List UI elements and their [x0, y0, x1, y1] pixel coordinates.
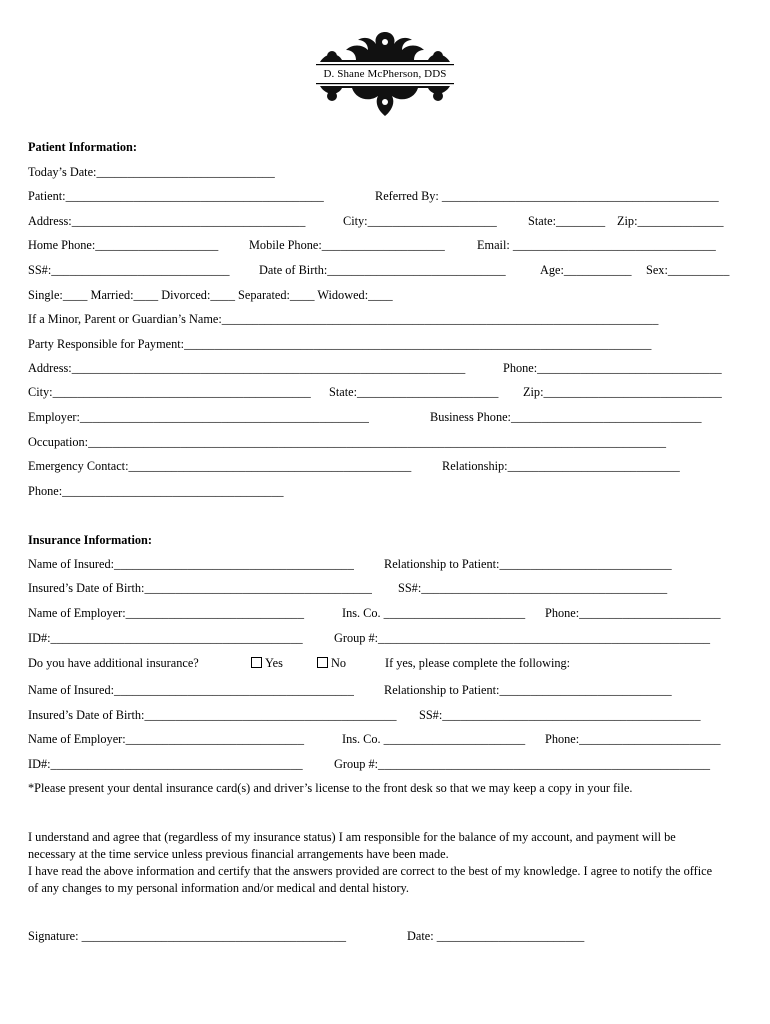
signature-field[interactable]: Signature: ___________________________________________	[28, 929, 347, 943]
referred-by-field[interactable]: Referred By: _____________________________________________	[375, 189, 719, 203]
yes-checkbox[interactable]	[251, 656, 283, 671]
employer-name-field[interactable]: Name of Employer:_____________________________	[28, 606, 304, 620]
insurance-company-field[interactable]: Ins. Co. _______________________	[342, 606, 526, 620]
certification-paragraph: I have read the above information and certify that the answers provided are correct to the best of my knowledge. I agree to notify the office of any changes to my personal information and/or medical and dental history.	[28, 864, 713, 895]
sex-field[interactable]: Sex:__________	[646, 263, 730, 277]
relationship-field[interactable]: Relationship:____________________________	[442, 459, 680, 473]
home-phone-field[interactable]: Home Phone:____________________	[28, 238, 219, 252]
responsible-party-field[interactable]: Party Responsible for Payment:____________________________________________________________________________	[28, 337, 652, 351]
age-field[interactable]: Age:___________	[540, 263, 632, 277]
insurance-phone-field[interactable]: Phone:_______________________	[545, 606, 721, 620]
yes-label: Yes	[265, 656, 283, 670]
insured-dob-field[interactable]: Insured’s Date of Birth:_____________________________________	[28, 581, 372, 595]
state-field[interactable]: State:________	[528, 214, 606, 228]
secondary-insured-name-field[interactable]: Name of Insured:_______________________________________	[28, 683, 354, 697]
ssn-field[interactable]: SS#:_____________________________	[28, 263, 230, 277]
emergency-phone-field[interactable]: Phone:____________________________________	[28, 484, 284, 498]
date-of-birth-field[interactable]: Date of Birth:_____________________________	[259, 263, 506, 277]
secondary-insurance-phone-field[interactable]: Phone:_______________________	[545, 732, 721, 746]
secondary-insured-dob-field[interactable]: Insured’s Date of Birth:_________________________________________	[28, 708, 397, 722]
business-phone-field[interactable]: Business Phone:_______________________________	[430, 410, 702, 424]
todays-date-field[interactable]: Today’s Date:_____________________________	[28, 165, 275, 179]
emergency-contact-field[interactable]: Emergency Contact:______________________________________________	[28, 459, 412, 473]
party-state-field[interactable]: State:_______________________	[329, 385, 499, 399]
if-yes-note: If yes, please complete the following:	[385, 656, 571, 670]
employer-field[interactable]: Employer:_______________________________________________	[28, 410, 369, 424]
group-number-field[interactable]: Group #:______________________________________________________	[334, 631, 711, 645]
address-field[interactable]: Address:______________________________________	[28, 214, 306, 228]
no-checkbox[interactable]	[317, 656, 346, 671]
secondary-group-number-field[interactable]: Group #:______________________________________________________	[334, 757, 711, 771]
insurance-info-heading: Insurance Information:	[28, 533, 152, 547]
mobile-phone-field[interactable]: Mobile Phone:____________________	[249, 238, 445, 252]
checkbox-icon	[251, 657, 262, 668]
insured-name-field[interactable]: Name of Insured:_______________________________________	[28, 557, 354, 571]
financial-responsibility-paragraph: I understand and agree that (regardless of my insurance status) I am responsible for the balance of my account, and payment will be necessary at the time service unless previous financial arrangements have been made.	[28, 830, 676, 861]
insured-ssn-field[interactable]: SS#:________________________________________	[398, 581, 668, 595]
party-zip-field[interactable]: Zip:_____________________________	[523, 385, 722, 399]
marital-status-field[interactable]: Single:____ Married:____ Divorced:____ Separated:____ Widowed:____	[28, 288, 393, 302]
practice-logo	[312, 26, 458, 118]
patient-name-field[interactable]: Patient:__________________________________________	[28, 189, 324, 203]
city-field[interactable]: City:_____________________	[343, 214, 497, 228]
no-label: No	[331, 656, 347, 670]
secondary-insurance-id-field[interactable]: ID#:_________________________________________	[28, 757, 303, 771]
occupation-field[interactable]: Occupation:______________________________________________________________________________________________	[28, 435, 667, 449]
secondary-insurance-company-field[interactable]: Ins. Co. _______________________	[342, 732, 526, 746]
insurance-id-field[interactable]: ID#:_________________________________________	[28, 631, 303, 645]
party-phone-field[interactable]: Phone:______________________________	[503, 361, 722, 375]
secondary-relationship-field[interactable]: Relationship to Patient:____________________________	[384, 683, 672, 697]
checkbox-icon	[317, 657, 328, 668]
practice-name: D. Shane McPherson, DDS	[323, 68, 447, 80]
additional-insurance-question: Do you have additional insurance?	[28, 656, 199, 670]
secondary-employer-field[interactable]: Name of Employer:_____________________________	[28, 732, 304, 746]
relationship-to-patient-field[interactable]: Relationship to Patient:____________________________	[384, 557, 672, 571]
party-address-field[interactable]: Address:________________________________________________________________	[28, 361, 466, 375]
party-city-field[interactable]: City:__________________________________________	[28, 385, 311, 399]
insurance-card-note: *Please present your dental insurance card(s) and driver’s license to the front desk so that we may keep a copy in your file.	[28, 781, 633, 795]
email-field[interactable]: Email: _________________________________	[477, 238, 716, 252]
agreement-text	[28, 829, 718, 897]
zip-field[interactable]: Zip:______________	[617, 214, 724, 228]
secondary-ssn-field[interactable]: SS#:__________________________________________	[419, 708, 701, 722]
signature-date-field[interactable]: Date: ________________________	[407, 929, 585, 943]
patient-info-heading: Patient Information:	[28, 140, 137, 154]
guardian-name-field[interactable]: If a Minor, Parent or Guardian’s Name:_______________________________________________________________________	[28, 312, 659, 326]
